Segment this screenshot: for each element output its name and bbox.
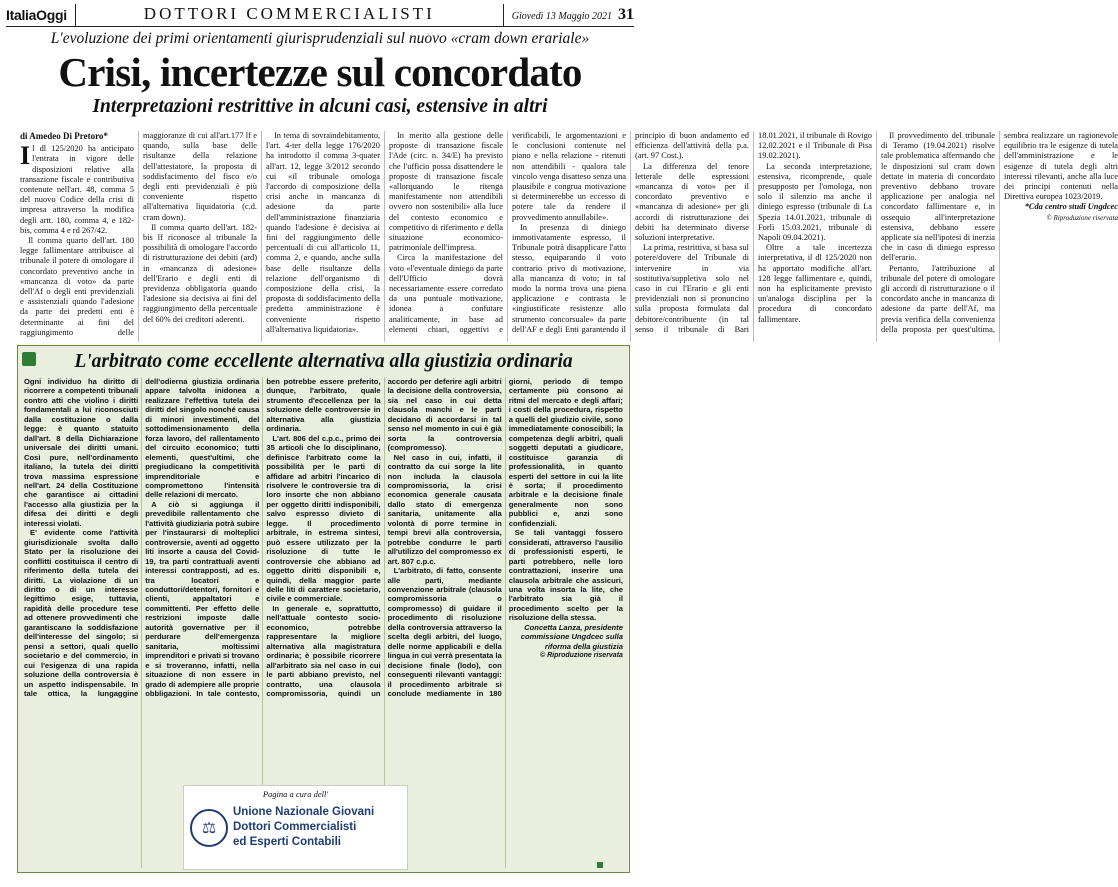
issue-date: Giovedì 13 Maggio 2021 xyxy=(511,11,612,22)
box-paragraph: L'art. 806 del c.p.c., primo dei 35 articoli che lo disciplinano, definisce l'arbitrato come la possibilità per le parti di affidare ad arbitri l'incarico di risolvere le controversie tra di loro insorte che non abbiano per oggetto diritti indisponibili, salvo espresso divieto di legge. Il procedimento arbitrale, in estrema sintesi, può essere utilizzato per la risoluzione di tutte le controversie che abbiano ad oggetto diritti disponibili e, quindi, della maggior parte delle liti di carattere societario, civile e commerciale. xyxy=(266,433,381,604)
box-paragraph: Se tali vantaggi fossero considerati, attraverso l'ausilio di professionisti esperti, le parti potrebbero, nelle loro contrattazioni, inserire una clausola arbitrale che assicuri, una volta insorta la lite, che l'arbitrato sia già il procedimento scelto per la risoluzione della stessa. xyxy=(508,528,623,623)
org-seal-icon: ⚖ xyxy=(190,809,228,847)
box-title: L'arbitrato come eccellente alternativa alla giustizia ordinaria xyxy=(74,351,573,372)
article-body xyxy=(20,131,1118,342)
org-name-line1: Unione Nazionale Giovani Dottori Commercialisti xyxy=(233,806,375,833)
article-paragraph: Il dl 125/2020 ha anticipato l'entrata in vigore delle disposizioni relative alla transazione fiscale e contributiva contenute nell'art. 48, comma 5 del nuovo Codice della crisi di impresa attraverso la modifica degli artt. 180, comma 4, e 182-bis, comma 4 e rd 267/42. xyxy=(20,141,134,235)
article-signature: *Cda centro studi Ungdcec xyxy=(1024,202,1118,212)
box-signature: Concetta Lanza, presidente commissione Ungdcec sulla riforma della giustizia xyxy=(520,622,623,651)
article-paragraph: Il provvedimento del tribunale di Teramo (19.04.2021) risolve tale problematica affermando che le disposizioni sul cram down dettate in materia di concordato preventivo debbano trovare applicazione per analogia nel concordato fallimentare e, in ossequio all'interpretazione estensiva, debbano essere applicate sia nell'ipotesi di inerzia che in caso di diniego espresso dell'erario. xyxy=(881,131,995,263)
article-kicker: L'evoluzione dei primi orientamenti giurisprudenziali sul nuovo «cram down erariale» xyxy=(50,30,590,47)
box-paragraph: In generale e, soprattutto, nell'attuale contesto socio-economico, potrebbe rappresentare la migliore alternativa alla magistratura ordinaria; è possibile ricorrere all'arbitrato sia nel caso in cui le parti abbiano previsto, nel contratto, una clausola compromissoria, quindi un accordo per deferire agli arbitri la decisione della controversia, sia nel caso in cui detta clausola manchi e le parti decidano di accordarsi in tal senso nel momento in cui è già sorta la controversia (compromesso). xyxy=(266,377,502,698)
article-byline: di Amedeo Di Pretoro* xyxy=(20,131,108,141)
box-paragraph: L'arbitrato, di fatto, consente alle parti, mediante convenzione arbitrale (clausola compromissoria o compromesso) di guidare il procedimento di risoluzione della controversia attraverso la scelta degli arbitri, del luogo, delle norme applicabili e della lingua in cui verrà presentata la decisione finale (lodo), con conseguenti rilevanti vantaggi: il procedimento arbitrale si conclude mediamente in 180 giorni, periodo di tempo certamente più consono ai ritmi del mercato e degli affari; i costi della procedura, rispetto a quelli del giudizio civile, sono immediatamente conoscibili; la competenza degli arbitri, quali soggetti deputati a giudicare, costituisce garanzia di professionalità, in quanto esperti del settore in cui la lite è sorta; il procedimento arbitrale e la decisione finale generalmente non sono pubblici e, anzi sono confidenziali. xyxy=(387,377,623,698)
article-subheadline: Interpretazioni restrittive in alcuni casi, estensive in altri xyxy=(92,96,548,117)
org-logo xyxy=(190,805,407,850)
end-mark-icon xyxy=(597,862,603,868)
article-paragraph: Pertanto, l'attribuzione al tribunale del potere di omologare gli accordi di ristrutturazione o il concordato anche in mancanza di adesione da parte dell'Af, ma previa verifica della convenienza della proposta per quest'ultima, sembra realizzare un ragionevole equilibrio tra le esigenze di tutela dell'amministrazione e le esigenze di tutela degli altri interessi rilevanti, anche alla luce dei principi contenuti nella Direttiva europea 1023/2019. xyxy=(881,131,1118,334)
article-paragraph: Il comma quarto dell'art. 180 legge fallimentare attribuisce al tribunale il potere di omologare il concordato preventivo anche in «mancanza di voto» da parte dell'Af o degli enti previdenziali e assistenziali quando l'adesione da parte dei predetti enti è determinante ai fini del raggiungimento delle maggioranze di cui all'art.177 lf e quando, sulla base delle risultanze della relazione dell'attestatore, la proposta di soddisfacimento del fisco e/o degli enti previdenziali è più conveniente rispetto all'alternativa liquidatoria (c.d. cram down). xyxy=(20,131,257,337)
article-copyright: © Riproduzione riservata xyxy=(1046,213,1118,222)
box-paragraph: Nel caso in cui, infatti, il contratto da cui sorge la lite non includa la clausola compromissoria, la crisi economica generale causata dallo stato di emergenza sanitaria, unitamente alla volontà di porre termine in tempi brevi alla controversia, potrebbe condurre le parti all'utilizzo del compromesso ex art. 807 c.p.c. xyxy=(387,452,502,566)
footer-credit xyxy=(183,785,408,870)
newspaper-logo: ItaliaOggi xyxy=(6,7,67,23)
article-paragraph: In presenza di diniego immotivatamente espresso, il Tribunale potrà disapplicare l'atto stesso, equiparando il voto contrario privo di motivazione, alla mancanza di voto; in tal modo la norma trova una piena applicazione e contrasta le «ingiustificate resistenze allo strumento concorsuale» da parte dell'AF e degli Enti garantendo il principio di buon andamento ed efficienza dell'attività della p.a. (art. 97 Cost.). xyxy=(512,131,749,334)
masthead xyxy=(6,4,634,27)
article-paragraph: La seconda interpretazione, estensiva, ricomprende, quale presupposto per l'omologa, non solo il silenzio ma anche il diniego espresso (tribunale di La Spezia 14.01.2021, tribunale di Forlì 15.03.2021, tribunale di Napoli 09.04.2021). xyxy=(758,161,872,243)
article-paragraph: Il comma quarto dell'art. 182-bis lf riconosce al tribunale la possibilità di omologare l'accordo di ristrutturazione dei debiti (ard) in «mancanza di adesione» dell'Erario e degli enti di previdenza obbligatoria quando l'adesione sia decisiva ai fini del raggiungimento della percentuale del 60% dei creditori aderenti. xyxy=(143,222,257,324)
article-paragraph: Circa la manifestazione del voto «l'eventuale diniego da parte dell'Ufficio dovrà necessariamente essere corredato da una puntuale motivazione, idonea a confutare analiticamente, in base ad elementi chiari, oggettivi e verificabili, le argomentazioni e le conclusioni contenute nel piano e nella relazione - ritenuti non attendibili - qualora tale vincolo venga disatteso senza una plausibile e congrua motivazione si determinerebbe un eccesso di potere tale da rendere il provvedimento annullabile». xyxy=(389,131,626,334)
article-paragraph: La differenza del tenore letterale delle espressioni «mancanza di voto» per il concordato preventivo e «mancanza di adesione» per gli accordi di ristrutturazione dei debiti ha determinato diverse soluzioni interpretative. xyxy=(635,161,749,243)
org-name-line2: ed Esperti Contabili xyxy=(233,836,341,848)
org-name xyxy=(233,805,407,850)
box-copyright: © Riproduzione riservata xyxy=(539,652,623,660)
box-paragraph: Ogni individuo ha diritto di ricorrere a competenti tribunali contro atti che violino i diritti fondamentali a lui riconosciuti dalla costituzione o dalla legge: è quanto statuito dall'art. 8 della Dichiarazione universale dei diritti umani. Così pure, nell'ordinamento italiano, la tutela dei diritti trova massima espressione nell'art. 24 della Costituzione che garantisce ai cittadini l'accesso alla giustizia per la difesa dei diritti e degli interessi violati. xyxy=(24,377,139,528)
dropcap: I xyxy=(20,141,31,171)
box-paragraph: A ciò si aggiunga il prevedibile rallentamento che l'attività giudiziaria potrà subire per l'instaurarsi di molteplici controversie, aventi ad oggetto liti insorte a causa del Covid-19, tra parti contrattuali aventi interessi contrapposti, ad es. tra locatori e conduttori/detentori, fornitori e clienti, appaltatori e committenti. Per effetto delle restrizioni imposte dalle autorità governative per il perdurare dell'emergenza sanitaria, moltissimi imprenditori e privati si trovano e si troveranno, infatti, nella situazione di non essere in grado di adempiere alle proprie obbligazioni. In tale contesto, ben potrebbe essere preferito, dunque, l'arbitrato, quale strumento d'eccellenza per la soluzione delle controversie in alternativa alla giustizia ordinaria. xyxy=(145,377,381,698)
article-paragraph: Oltre a tale incertezza interpretativa, il dl 125/2020 non ha apportato modifiche all'art. 128 legge fallimentare e, quindi, non ha esplicitamente previsto un'analoga disciplina per la procedura di concordato fallimentare. xyxy=(758,243,872,324)
page-number: 31 xyxy=(618,6,634,23)
article-paragraph: In merito alla gestione delle proposte di transazione fiscale l'Ade (circ. n. 34/E) ha previsto che l'ufficio possa disattendere le proposte di transazione fiscale «allorquando le ritenga manifestamente non attendibili ovvero non sostenibili» alla luce del contesto economico e competitivo di riferimento e della situazione economico-patrimoniale dell'impresa. xyxy=(389,131,503,253)
section-title: DOTTORI COMMERCIALISTI xyxy=(75,4,504,26)
box-paragraph: E' evidente come l'attività giurisdizionale svolta dallo Stato per la risoluzione dei conflitti costituisca il centro di riferimento della tutela dei diritti. La violazione di un diritto o di un interesse legittimo esige, tuttavia, rapidità delle procedure tese ad ottenere provvedimenti che garantiscano la soddisfazione dell'interesse del singolo; si pensi a settori, quali quello societario e del commercio, in cui l'esigenza di una rapida soluzione della controversia è un aspetto indispensabile. In tale ottica, la lungaggine dell'odierna giustizia ordinaria appare talvolta inidonea a realizzare l'effettiva tutela dei diritti del singolo nonché causa di minori investimenti, del sottodimensionamento della forza lavoro, del rallentamento del circuito economico; tutti elementi, quest'ultimi, che pregiudicano la competitività imprenditoriale e compromettono l'intensità delle relazioni di mercato. xyxy=(24,377,260,698)
article-paragraph: In tema di sovraindebitamento, l'art. 4-ter della legge 176/2020 ha introdotto il comma 3-quater all'art. 12, legge 3/2012 secondo cui «il tribunale omologa l'accordo di composizione della crisi anche in mancanza di adesione da parte dell'amministrazione finanziaria quando l'adesione è decisiva ai fini del raggiungimento delle percentuali di cui all'articolo 11, comma 2, e quando, anche sulla base delle risultanze della relazione dell'organismo di composizione della crisi, la proposta di soddisfacimento della predetta amministrazione è conveniente rispetto all'alternativa liquidatoria». xyxy=(266,131,380,334)
article-paragraph: La prima, restrittiva, si basa sul potere/dovere del Tribunale di intervenire in via sostitutiva/suppletiva solo nel caso in cui l'Erario e gli enti previdenziali non si pronuncino sulla proposta formulata dal debitore/contribuente (in tal senso il tribunale di Bari 18.01.2021, il tribunale di Rovigo 12.02.2021 e il Tribunale di Pisa 19.02.2021). xyxy=(635,131,872,334)
article-headline: Crisi, incertezze sul concordato xyxy=(58,49,582,95)
footer-caption: Pagina a cura dell' xyxy=(262,789,329,799)
